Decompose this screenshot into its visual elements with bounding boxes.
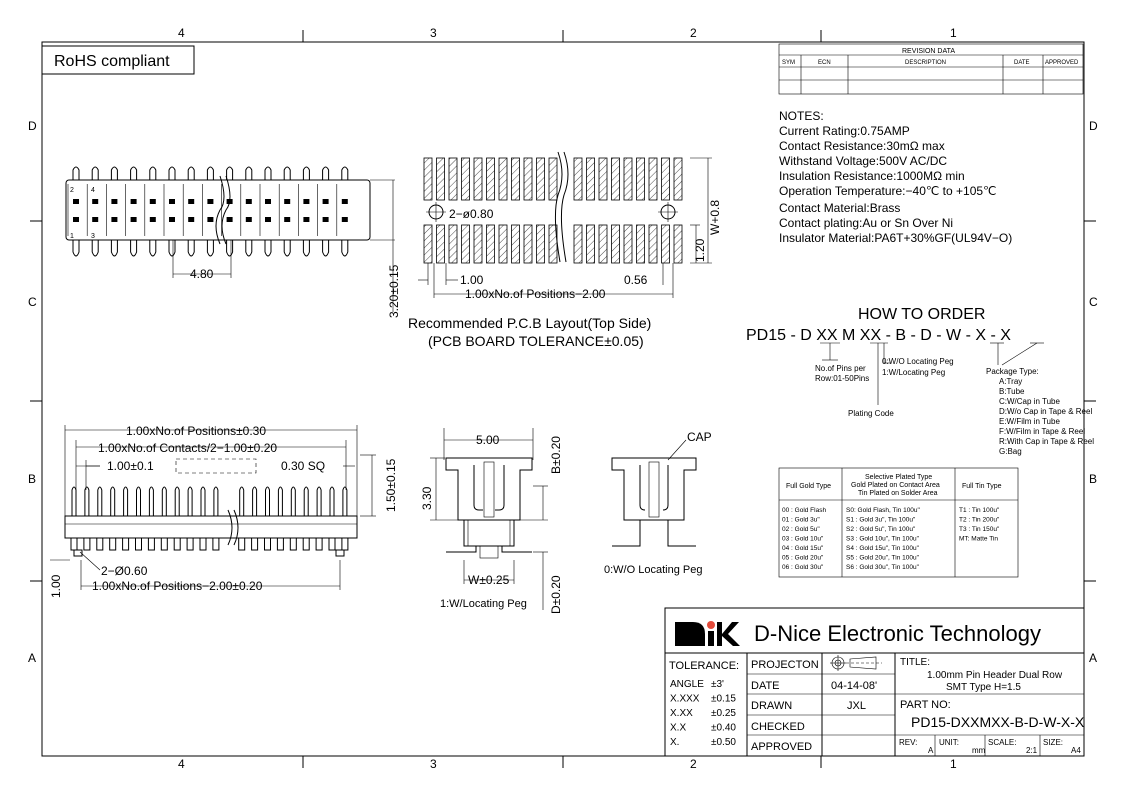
contact-dot [150,199,156,204]
title-line-2: SMT Type H=1.5 [946,682,1021,693]
plating-selective-row: S0: Gold Flash, Tin 100u" [846,507,920,514]
contact-dot [73,217,79,222]
pcb-pad [462,158,470,200]
zone-left-d: D [28,119,37,133]
package-option: F:W/Film in Tape & Reel [999,427,1086,436]
plating-selective-row: S6 : Gold 30u", Tin 100u" [846,564,919,571]
pin-foot [84,538,90,550]
plating-col-sel-3: Tin Plated on Solder Area [858,490,938,497]
contact-dot [265,217,271,222]
pin-tip [92,167,98,180]
part-label: PART NO: [900,699,951,711]
height-dim [387,180,401,318]
pin-body [188,487,192,516]
note-line: Operation Temperature:−40℃ to +105℃ [779,184,997,198]
contact-dot [111,199,117,204]
pin-tip [207,167,213,180]
pin-body [98,487,102,516]
pcb-pad [662,158,670,200]
package-option: C:W/Cap in Tube [999,397,1060,406]
tolerance-value: ±0.15 [711,693,736,705]
rev-label: REV: [899,738,918,747]
side-caption-nopeg: 0:W/O Locating Peg [604,564,703,576]
pin-body [72,487,76,516]
plating-tin-row: MT: Matte Tin [959,535,999,543]
pin-foot [71,538,77,550]
pin-body [240,487,244,516]
zone-top-4: 4 [178,26,185,40]
plating-col-sel-2: Gold Plated on Contact Area [851,482,940,489]
tolerance-key: X. [670,737,680,748]
pcb-pad [649,158,657,200]
plating-gold-row: 02 : Gold 5u" [782,526,820,533]
pin-tip [169,240,175,256]
zone-top-2: 2 [690,26,697,40]
plating-selective-row: S3 : Gold 10u", Tin 100u" [846,535,919,543]
pin-body [291,487,295,516]
pcb-pad [487,225,495,263]
pin-foot [342,538,348,550]
dim-contacts: 1.00xNo.of Contacts/2−1.00±0.20 [98,441,278,455]
contact-dot [323,199,329,204]
pin-tip [73,167,79,180]
pcb-pad [599,225,607,263]
unit-label: UNIT: [939,738,959,747]
pcb-pad [512,158,520,200]
zone-labels [28,26,1098,771]
peg-option-0: 0:W/O Locating Peg [882,357,954,366]
pin-tip [265,167,271,180]
notes [779,109,1012,245]
pcb-pad [524,225,532,263]
pin-tip [169,167,175,180]
zone-top-3: 3 [430,26,437,40]
pcb-caption-1: Recommended P.C.B Layout(Top Side) [408,315,652,331]
tolerance-value: ±0.40 [711,722,736,734]
pin-tip [150,167,156,180]
pin-foot [161,538,167,550]
pin-foot [136,538,142,550]
plating-selective-row: S1 : Gold 3u", Tin 100u" [846,516,916,524]
pin-body [278,487,282,516]
contact-dot [92,199,98,204]
pcb-pad [449,158,457,200]
tolerance-value: ±0.25 [711,708,736,719]
pcb-pad [624,225,632,263]
pin-body [317,487,321,516]
how-to-order [746,306,1094,456]
pin-foot [148,538,154,550]
tolerance-value: ±0.50 [711,737,736,748]
dim-d: D±0.20 [549,575,563,614]
package-option: D:W/o Cap in Tape & Reel [999,407,1093,416]
pcb-layout [408,152,722,349]
dim-1-00-pitch: 1.00 [460,273,484,287]
label-drawn: DRAWN [751,700,793,712]
note-line: Contact Material:Brass [779,201,901,215]
dim-w08: W+0.8 [708,199,722,235]
pcb-pad [437,158,445,200]
rev-col-date: DATE [1014,60,1030,66]
pin-tip [188,167,194,180]
contact-dot [342,217,348,222]
pin-foot [252,538,258,550]
dim-1-20: 1.20 [693,238,707,262]
plating-selective-row: S4 : Gold 15u", Tin 100u" [846,545,919,552]
package-option: B:Tube [999,387,1025,396]
rev-col-ecn: ECN [818,60,831,66]
contact-dot [342,199,348,204]
label-checked: CHECKED [751,721,805,733]
side-view-no-peg [604,430,712,576]
contact-dot [265,199,271,204]
contact-dot [227,199,233,204]
dim-hole: 2−ø0.80 [449,207,494,221]
part-number: PD15-DXXMXX-B-D-W-X-X [911,714,1085,730]
plating-col-tin: Full Tin Type [962,483,1002,490]
pin-tip [246,167,252,180]
zone-bottom-1: 1 [950,757,957,771]
pin-body [304,487,308,516]
title-block [665,608,1085,756]
projection-symbol [830,655,882,671]
contact-dot [227,217,233,222]
contact-dot [92,217,98,222]
plating-gold-row: 04 : Gold 15u" [782,545,824,552]
scale-label: SCALE: [988,738,1017,747]
label-date: DATE [751,680,780,692]
dim-5-00: 5.00 [476,433,500,447]
pin-foot [329,538,335,550]
zone-top-1: 1 [950,26,957,40]
unit-value: mm [972,746,986,755]
pin-foot [239,538,245,550]
label-approved: APPROVED [751,741,813,753]
pcb-pad [574,158,582,200]
dim-b: B±0.20 [549,436,563,474]
pin-tip [227,167,233,180]
pin-foot [290,538,296,550]
order-title: HOW TO ORDER [858,306,986,323]
pcb-caption-2: (PCB BOARD TOLERANCE±0.05) [428,333,644,349]
notes-heading: NOTES: [779,109,824,123]
pin-body [85,487,89,516]
pin-body [162,487,166,516]
pcb-pad [512,225,520,263]
plating-col-gold: Full Gold Type [786,483,832,490]
peg-option-1: 1:W/Locating Peg [882,368,946,377]
plating-selective-row: S5 : Gold 20u", Tin 100u" [846,554,919,562]
rohs-label: RoHS compliant [54,53,170,70]
plating-table [779,468,1018,577]
scale-value: 2:1 [1026,746,1038,755]
pin-tip [265,240,271,256]
title-label: TITLE: [900,657,931,668]
pin-tip [323,167,329,180]
contact-dot [284,199,290,204]
pcb-pad [587,225,595,263]
locating-peg [336,550,344,556]
plating-gold-row: 05 : Gold 20u" [782,554,824,562]
pcb-pad [662,225,670,263]
package-option: E:W/Film in Tube [999,417,1060,426]
pin-tip [342,167,348,180]
pin-body [149,487,153,516]
zone-right-c: C [1089,295,1098,309]
rev-value: A [928,746,934,755]
contact-dot [188,199,194,204]
zone-bottom-4: 4 [178,757,185,771]
pcb-pad [574,225,582,263]
contact-dot [131,217,137,222]
dim-1-00-v: 1.00 [49,574,63,598]
pin-foot [123,538,129,550]
pin-tip [131,240,137,256]
zone-bottom-2: 2 [690,757,697,771]
zone-right-a: A [1089,651,1098,665]
tolerance-key: X.X [670,722,687,734]
dim-w: W±0.25 [468,573,510,587]
dim-0-56: 0.56 [624,273,648,287]
note-line: Insulator Material:PA6T+30%GF(UL94V−O) [779,231,1013,245]
note-line: Contact plating:Au or Sn Over Ni [779,216,954,230]
order-pins-1: No.of Pins per [815,364,866,373]
pin-tip [111,240,117,256]
plating-tin-row: T1 : Tin 100u" [959,507,1000,514]
pin-tip [207,240,213,256]
pin-tip [284,167,290,180]
pin-tip [188,240,194,256]
package-title: Package Type: [986,367,1039,376]
note-line: Insulation Resistance:1000MΩ min [779,169,965,183]
contact-dot [73,199,79,204]
pin-foot [213,538,219,550]
pin-tip [303,167,309,180]
pin-body [330,487,334,516]
pcb-pad [549,158,557,200]
order-pins-2: Row:01-50Pins [815,374,870,383]
contact-dot [188,217,194,222]
drawn-value: JXL [847,700,866,712]
pcb-pad [474,225,482,263]
pin-body [124,487,128,516]
package-option: R:With Cap in Tape & Reel [999,437,1095,446]
pcb-pad [474,158,482,200]
note-line: Withstand Voltage:500V AC/DC [779,154,948,168]
pcb-pad [487,158,495,200]
dim-4-80: 4.80 [190,267,214,281]
pin-tip [342,240,348,256]
package-option: G:Bag [999,447,1022,456]
pin-foot [200,538,206,550]
pin-foot [110,538,116,550]
pcb-pad [424,225,432,263]
pin-tip [131,167,137,180]
plating-tin-row: T2 : Tin 200u" [959,516,1000,524]
pin-tip [111,167,117,180]
dim-span: 1.00xNo.of Positions−2.00 [465,287,606,301]
rev-col-sym: SYM [782,60,796,66]
dim-0-30: 0.30 SQ [281,459,326,473]
pcb-pad [437,225,445,263]
note-line: Current Rating:0.75AMP [779,124,910,138]
note-line: Contact Resistance:30mΩ max [779,139,945,153]
pin-tip [92,240,98,256]
zone-left-b: B [28,472,37,486]
plating-gold-row: 03 : Gold 10u" [782,535,824,543]
pcb-pad [637,158,645,200]
contact-dot [246,199,252,204]
contact-dot [207,217,213,222]
pin-tip [284,240,290,256]
zone-left-c: C [28,295,37,309]
zone-bottom-3: 3 [430,757,437,771]
pin-tip [246,240,252,256]
plating-gold-row: 06 : Gold 30u" [782,564,824,571]
package-option: A:Tray [999,377,1023,386]
top-view [66,167,395,281]
pin-3-label: 3 [91,233,95,240]
size-value: A4 [1071,746,1081,755]
pcb-pad [674,158,682,200]
pin-4-label: 4 [91,187,95,194]
pin-1-label: 1 [70,233,74,240]
pin-foot [187,538,193,550]
plating-selective-row: S2 : Gold 5u", Tin 100u" [846,526,916,533]
pin-body [111,487,115,516]
pcb-pad [612,158,620,200]
contact-dot [303,199,309,204]
date-value: 04-14-08' [831,680,878,692]
contact-dot [246,217,252,222]
plating-code-label: Plating Code [848,409,894,418]
dim-1-00: 1.00±0.1 [107,459,154,473]
dim-positions: 1.00xNo.of Positions±0.30 [126,424,267,438]
revision-title: REVISION DATA [902,48,956,55]
pin-foot [277,538,283,550]
dim-3-20: 3.20±0.15 [387,264,401,318]
pin-body [266,487,270,516]
pin-body [201,487,205,516]
pin-foot [265,538,271,550]
pin-body [214,487,218,516]
dim-1-50: 1.50±0.15 [384,458,398,512]
cap-label: CAP [687,430,712,444]
front-view [49,424,398,598]
side-view-peg [420,428,563,614]
company-logo [675,621,740,646]
zone-right-b: B [1089,472,1098,486]
contact-dot [207,199,213,204]
contact-dot [111,217,117,222]
tolerance-key: X.XX [670,708,693,719]
pin-foot [174,538,180,550]
pin-tip [303,240,309,256]
zone-left-a: A [28,651,37,665]
tolerance-key: X.XXX [670,693,700,705]
dim-peg: 2−Ø0.60 [101,564,148,578]
pcb-pad [462,225,470,263]
contact-dot [131,199,137,204]
title-line-1: 1.00mm Pin Header Dual Row [927,670,1063,681]
pin-body [253,487,257,516]
pcb-pad [537,158,545,200]
pin-foot [97,538,103,550]
company-name: D-Nice Electronic Technology [754,621,1041,646]
rev-col-approved: APPROVED [1045,60,1079,66]
pin-tip [227,240,233,256]
pcb-pad [499,225,507,263]
pcb-pad [612,225,620,263]
plating-gold-row: 01 : Gold 3u" [782,516,820,524]
rev-col-desc: DESCRIPTION [905,60,947,66]
pin-body [343,487,347,516]
pin-foot [303,538,309,550]
tolerance-key: ANGLE [670,679,704,690]
pcb-pad [649,225,657,263]
side-caption-peg: 1:W/Locating Peg [440,598,527,610]
size-label: SIZE: [1043,738,1064,747]
pcb-pad [524,158,532,200]
contact-dot [150,217,156,222]
pcb-pad [599,158,607,200]
tolerance-label: TOLERANCE: [669,660,740,672]
tolerance-value: ±3' [711,679,724,690]
pin-tip [150,240,156,256]
contact-dot [323,217,329,222]
pcb-pad [587,158,595,200]
order-code: PD15 - D XX M XX - B - D - W - X - X [746,327,1011,344]
pcb-pad [624,158,632,200]
pin-body [137,487,141,516]
dim-3-30: 3.30 [420,486,434,510]
plating-col-sel-1: Selective Plated Type [865,474,933,481]
pcb-pad [537,225,545,263]
pin-tip [323,240,329,256]
pin-body [175,487,179,516]
dim-positions-2: 1.00xNo.of Positions−2.00±0.20 [92,579,263,593]
pin-tip [73,240,79,256]
plating-tin-row: T3 : Tin 150u" [959,526,1000,533]
pcb-pad [424,158,432,200]
pcb-pad [674,225,682,263]
contact-dot [284,217,290,222]
contact-dot [303,217,309,222]
contact-dot [169,217,175,222]
plating-gold-row: 00 : Gold Flash [782,507,827,514]
pin-foot [316,538,322,550]
contact-dot [169,199,175,204]
pcb-pad [449,225,457,263]
pcb-pad [637,225,645,263]
label-projection: PROJECTON [751,659,819,671]
zone-right-d: D [1089,119,1098,133]
pin-2-label: 2 [70,187,74,194]
pcb-pad [499,158,507,200]
